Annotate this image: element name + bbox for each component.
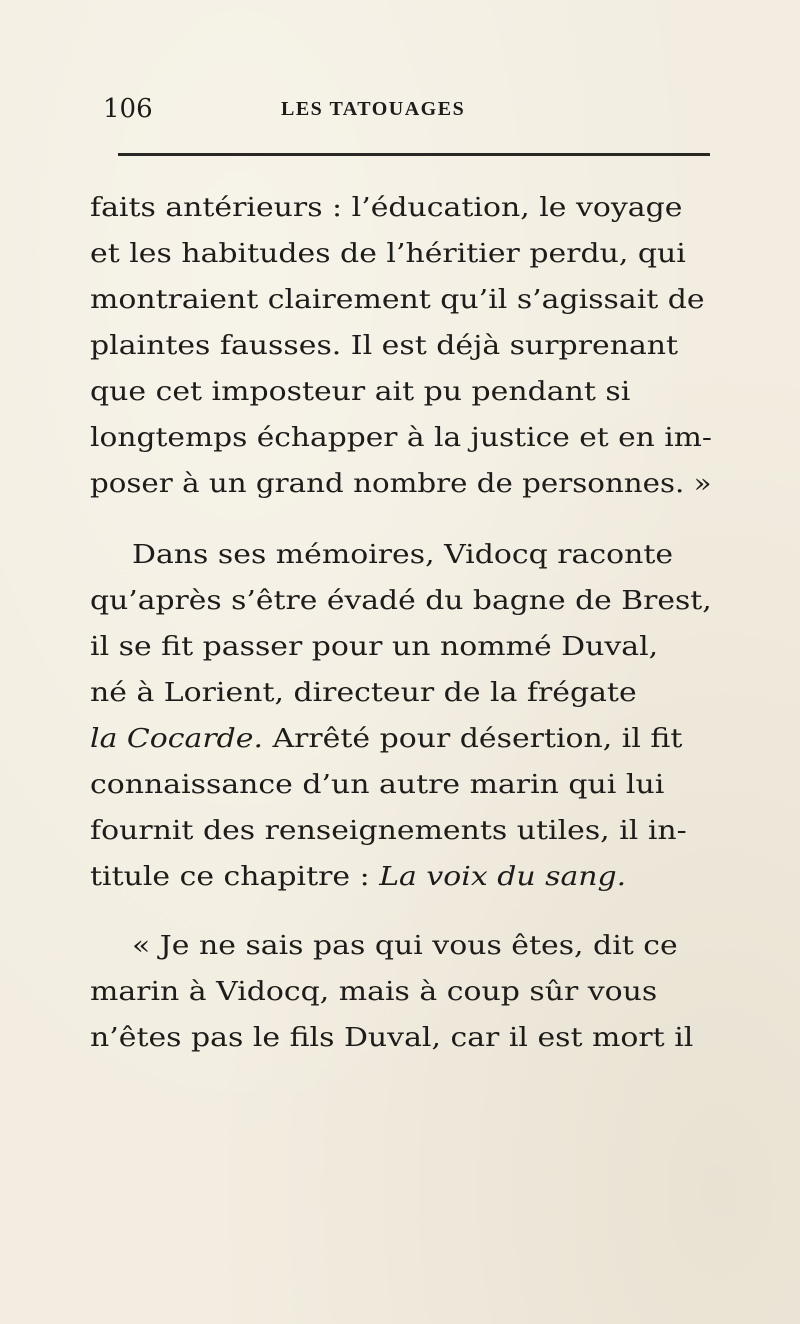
page-number: 106 <box>103 94 153 124</box>
text-line: né à Lorient, directeur de la frégate <box>90 678 637 708</box>
running-title: LES TATOUAGES <box>281 98 466 120</box>
italic-chapter-title: La voix du sang. <box>379 862 627 892</box>
text-line: que cet imposteur ait pu pendant si <box>90 377 631 407</box>
text-line: montraient clairement qu’il s’agissait de <box>90 285 705 315</box>
text-line: qu’après s’être évadé du bagne de Brest, <box>90 586 712 616</box>
text-line: et les habitudes de l’héritier perdu, qui <box>90 239 686 269</box>
text-line: n’êtes pas le fils Duval, car il est mort il <box>90 1023 694 1053</box>
text-line: poser à un grand nombre de personnes. » <box>90 469 712 499</box>
italic-ship-name: la Cocarde. <box>90 724 263 754</box>
text-line: « Je ne sais pas qui vous êtes, dit ce <box>132 931 678 961</box>
text-line <box>90 720 682 758</box>
text-span: titule ce chapitre : <box>90 862 380 892</box>
text-line: connaissance d’un autre marin qui lui <box>90 770 665 800</box>
text-line: fournit des renseignements utiles, il in- <box>90 816 687 846</box>
text-line: plaintes fausses. Il est déjà surprenant <box>90 331 679 361</box>
text-line: marin à Vidocq, mais à coup sûr vous <box>90 977 658 1007</box>
text-line: il se fit passer pour un nommé Duval, <box>90 632 659 662</box>
header-rule <box>118 153 710 156</box>
text-line: longtemps échapper à la justice et en im- <box>90 423 712 453</box>
text-span: Arrêté pour désertion, il fit <box>262 724 683 754</box>
running-header <box>103 89 713 129</box>
text-line: faits antérieurs : l’éducation, le voyage <box>90 193 683 223</box>
text-line <box>90 858 626 896</box>
text-line: Dans ses mémoires, Vidocq raconte <box>132 540 674 570</box>
